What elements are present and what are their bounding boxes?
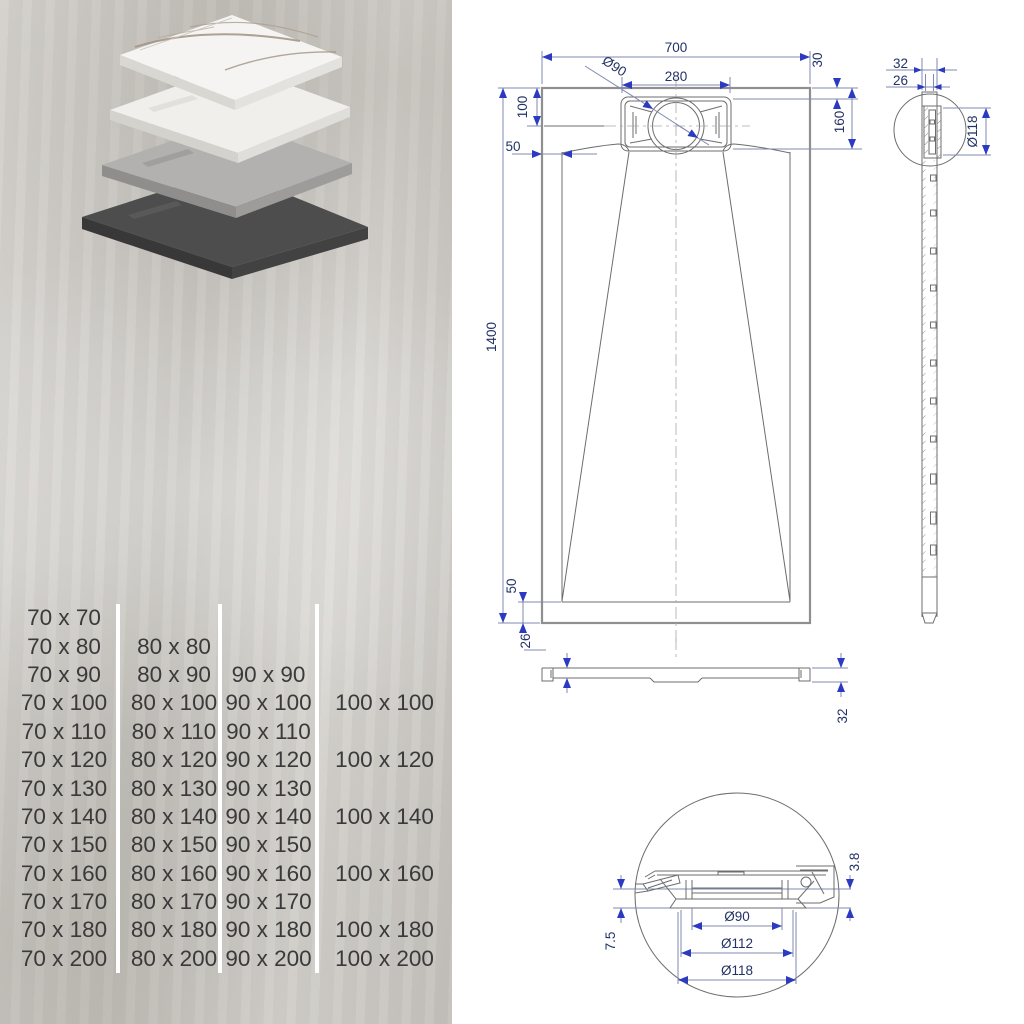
- product-layers-image: [0, 0, 452, 560]
- technical-drawing: [440, 0, 1024, 1024]
- dim-section-flange-diameter: Ø118: [965, 115, 980, 148]
- size-cell: 70 x 180: [20, 917, 108, 943]
- side-view: [518, 633, 850, 723]
- size-cell: 70 x 90: [27, 661, 101, 687]
- size-table-row: [0, 746, 452, 774]
- size-cell: 80 x 160: [130, 860, 218, 886]
- size-cell: 70 x 120: [20, 747, 108, 773]
- size-cell: 70 x 70: [27, 605, 101, 631]
- size-cell: 100 x 140: [335, 803, 434, 829]
- size-cell: 90 x 120: [225, 747, 312, 773]
- size-table-row: [0, 689, 452, 717]
- size-cell: 90 x 160: [225, 860, 312, 886]
- size-cell: 80 x 90: [137, 661, 211, 687]
- dim-drain-diameter: Ø90: [599, 52, 630, 80]
- size-cell: 70 x 200: [20, 945, 108, 971]
- size-cell: 80 x 170: [130, 889, 218, 915]
- dim-side-total-height: 32: [835, 708, 850, 724]
- section-view: [886, 56, 991, 623]
- size-cell: 90 x 150: [225, 832, 312, 858]
- table-separator: [116, 604, 120, 973]
- size-cell: 70 x 160: [20, 860, 108, 886]
- size-table-row: [0, 803, 452, 831]
- size-cell: 90 x 170: [225, 889, 312, 915]
- size-cell: 100 x 180: [335, 917, 434, 943]
- size-table-row: [0, 661, 452, 689]
- size-cell: 80 x 150: [130, 832, 218, 858]
- size-table-row: [0, 774, 452, 802]
- dim-rim-top: 30: [810, 52, 825, 68]
- dim-detail-step-height: 3.8: [847, 852, 862, 872]
- size-table-row: [0, 860, 452, 888]
- dim-detail-recess-depth: 7.5: [603, 931, 618, 951]
- size-cell: 90 x 200: [225, 945, 312, 971]
- dim-rim-side: 50: [505, 139, 521, 154]
- size-cell: 90 x 100: [225, 690, 312, 716]
- dim-length: 1400: [484, 321, 499, 353]
- size-cell: 80 x 200: [130, 945, 218, 971]
- dim-rim-bottom: 50: [504, 578, 519, 594]
- plan-view: [484, 40, 862, 645]
- dim-section-outer-width: 32: [892, 56, 908, 71]
- size-cell: 80 x 80: [137, 633, 211, 659]
- dim-drain-zone-height: 160: [832, 110, 847, 134]
- table-separator: [315, 604, 319, 973]
- size-cell: 100 x 100: [335, 690, 434, 716]
- size-table-row: [0, 945, 452, 973]
- size-cell: 80 x 130: [130, 775, 218, 801]
- size-cell: 70 x 130: [20, 775, 108, 801]
- size-cell: 90 x 110: [226, 718, 311, 744]
- dim-drain-cover-width: 280: [664, 69, 688, 84]
- size-cell: 70 x 150: [20, 832, 108, 858]
- drain-detail-view: [603, 793, 862, 997]
- size-cell: 90 x 180: [225, 917, 312, 943]
- dim-drain-center-offset: 100: [515, 95, 530, 119]
- size-cell: 80 x 100: [130, 690, 218, 716]
- dim-detail-outer-diameter: Ø118: [720, 963, 754, 978]
- size-table-row: [0, 604, 452, 632]
- size-cell: 90 x 140: [225, 803, 312, 829]
- size-cell: 80 x 110: [131, 718, 217, 744]
- dim-side-edge-height: 26: [518, 633, 533, 649]
- size-cell: 80 x 140: [130, 803, 218, 829]
- concrete-panel: [0, 0, 452, 1024]
- size-cell: 70 x 100: [20, 690, 108, 716]
- size-table-row: [0, 831, 452, 859]
- size-table-row: [0, 888, 452, 916]
- size-cell: 70 x 80: [27, 633, 101, 659]
- size-cell: 90 x 90: [231, 661, 306, 687]
- dim-section-inner-width: 26: [892, 73, 908, 88]
- size-cell: 70 x 140: [20, 803, 108, 829]
- size-cell: 70 x 110: [21, 718, 107, 744]
- size-cell: 90 x 130: [225, 775, 312, 801]
- size-cell: 80 x 180: [130, 917, 218, 943]
- size-cell: 100 x 120: [335, 747, 434, 773]
- size-table: [0, 604, 452, 973]
- dim-detail-inner-diameter: Ø90: [724, 909, 750, 924]
- size-table-row: [0, 718, 452, 746]
- size-cell: 100 x 160: [335, 860, 434, 886]
- size-cell: 70 x 170: [20, 889, 108, 915]
- dim-plan-width: 700: [664, 40, 688, 55]
- size-cell: 100 x 200: [335, 945, 434, 971]
- dim-detail-mid-diameter: Ø112: [720, 936, 754, 951]
- size-table-row: [0, 632, 452, 660]
- table-separator: [218, 604, 222, 973]
- size-cell: 80 x 120: [130, 747, 218, 773]
- size-table-row: [0, 916, 452, 944]
